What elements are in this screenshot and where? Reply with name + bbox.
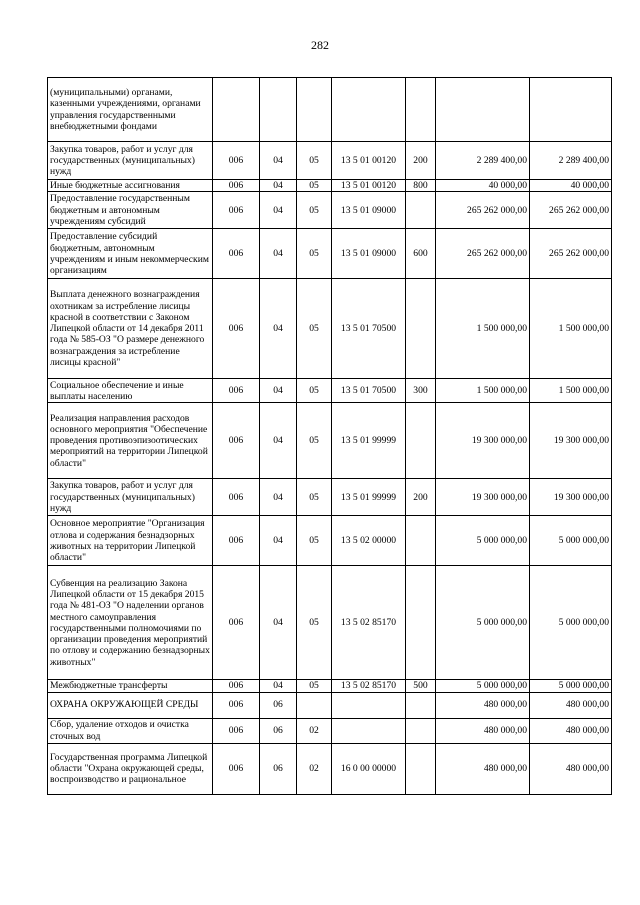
cell-sum1: 19 300 000,00 [436,403,530,479]
cell-name: Сбор, удаление отходов и очистка сточных вод [48,718,213,743]
cell-ved: 006 [213,142,260,180]
cell-rz: 04 [260,229,297,279]
table-body [48,78,612,795]
cell-rz: 04 [260,180,297,192]
cell-rz: 04 [260,279,297,379]
cell-csr [332,718,406,743]
cell-sum1 [436,78,530,142]
cell-csr: 13 5 01 99999 [332,403,406,479]
cell-pr: 05 [297,279,332,379]
cell-sum2: 2 289 400,00 [530,142,612,180]
cell-pr: 05 [297,192,332,229]
cell-ved: 006 [213,516,260,566]
cell-ved: 006 [213,718,260,743]
cell-sum1: 480 000,00 [436,718,530,743]
cell-name: Субвенция на реализацию Закона Липецкой области от 15 декабря 2015 года № 481-ОЗ "О наделении органов местного самоуправления государственными полномочиями по организации проведения мероприятий по отлову и содержанию безнадзорных животных" [48,566,213,680]
cell-pr: 05 [297,479,332,516]
cell-sum1: 265 262 000,00 [436,192,530,229]
cell-rz: 04 [260,516,297,566]
cell-pr [297,78,332,142]
cell-ved: 006 [213,379,260,403]
cell-vr [406,743,436,794]
cell-sum2: 19 300 000,00 [530,403,612,479]
cell-csr [332,692,406,718]
cell-sum1: 19 300 000,00 [436,479,530,516]
cell-csr: 13 5 01 99999 [332,479,406,516]
cell-ved: 006 [213,192,260,229]
cell-rz: 04 [260,680,297,692]
cell-csr: 13 5 01 09000 [332,229,406,279]
cell-sum1: 265 262 000,00 [436,229,530,279]
cell-csr: 13 5 01 00120 [332,142,406,180]
cell-pr: 05 [297,566,332,680]
cell-vr [406,78,436,142]
cell-vr: 200 [406,142,436,180]
cell-csr: 13 5 02 00000 [332,516,406,566]
cell-pr: 05 [297,142,332,180]
cell-ved: 006 [213,403,260,479]
cell-csr: 13 5 01 70500 [332,379,406,403]
cell-sum1: 40 000,00 [436,180,530,192]
table-row [48,743,612,794]
cell-ved: 006 [213,680,260,692]
cell-csr: 13 5 02 85170 [332,566,406,680]
cell-name: Реализация направления расходов основного мероприятия "Обеспечение проведения противоэпизоотических мероприятий на территории Липецкой области" [48,403,213,479]
cell-csr: 13 5 01 70500 [332,279,406,379]
cell-ved: 006 [213,692,260,718]
table-row [48,566,612,680]
cell-pr: 02 [297,718,332,743]
cell-rz: 06 [260,692,297,718]
cell-sum1: 480 000,00 [436,743,530,794]
cell-sum2: 5 000 000,00 [530,516,612,566]
cell-rz: 04 [260,379,297,403]
cell-pr: 05 [297,516,332,566]
cell-sum2: 480 000,00 [530,692,612,718]
cell-name: (муниципальными) органами, казенными учреждениями, органами управления государственными внебюджетными фондами [48,78,213,142]
table-row [48,403,612,479]
cell-csr [332,78,406,142]
cell-sum2: 5 000 000,00 [530,680,612,692]
cell-sum2: 19 300 000,00 [530,479,612,516]
table-row [48,516,612,566]
cell-vr [406,516,436,566]
cell-name: Предоставление государственным бюджетным и автономным учреждениям субсидий [48,192,213,229]
cell-pr [297,692,332,718]
cell-vr [406,566,436,680]
table-row [48,180,612,192]
cell-sum2: 40 000,00 [530,180,612,192]
cell-name: Межбюджетные трансферты [48,680,213,692]
cell-vr [406,279,436,379]
cell-pr: 05 [297,680,332,692]
table-row [48,692,612,718]
cell-ved [213,78,260,142]
cell-sum1: 1 500 000,00 [436,279,530,379]
cell-rz: 04 [260,479,297,516]
table-row [48,379,612,403]
cell-sum2: 1 500 000,00 [530,279,612,379]
cell-pr: 02 [297,743,332,794]
cell-rz: 04 [260,403,297,479]
budget-table [47,77,612,795]
cell-vr [406,718,436,743]
table-row [48,479,612,516]
cell-rz: 04 [260,192,297,229]
cell-rz: 04 [260,566,297,680]
cell-sum1: 5 000 000,00 [436,566,530,680]
cell-pr: 05 [297,180,332,192]
cell-pr: 05 [297,229,332,279]
cell-ved: 006 [213,180,260,192]
table-row [48,78,612,142]
cell-ved: 006 [213,279,260,379]
cell-sum1: 5 000 000,00 [436,680,530,692]
table-row [48,718,612,743]
cell-sum2: 265 262 000,00 [530,192,612,229]
cell-name: Выплата денежного вознаграждения охотникам за истребление лисицы красной в соответствии с Законом Липецкой области от 14 декабря 2011 года № 585-ОЗ "О размере денежного вознаграждения за истребление лисицы красной" [48,279,213,379]
cell-name: Закупка товаров, работ и услуг для государственных (муниципальных) нужд [48,142,213,180]
cell-pr: 05 [297,403,332,479]
cell-csr: 16 0 00 00000 [332,743,406,794]
cell-rz: 04 [260,142,297,180]
cell-name: Закупка товаров, работ и услуг для государственных (муниципальных) нужд [48,479,213,516]
cell-rz [260,78,297,142]
cell-sum1: 480 000,00 [436,692,530,718]
cell-ved: 006 [213,479,260,516]
cell-sum2: 5 000 000,00 [530,566,612,680]
table-row [48,279,612,379]
cell-pr: 05 [297,379,332,403]
cell-sum2: 480 000,00 [530,743,612,794]
cell-vr [406,192,436,229]
cell-name: Государственная программа Липецкой области "Охрана окружающей среды, воспроизводство и рациональное [48,743,213,794]
cell-name: Иные бюджетные ассигнования [48,180,213,192]
cell-sum2: 1 500 000,00 [530,379,612,403]
cell-csr: 13 5 01 00120 [332,180,406,192]
cell-sum1: 5 000 000,00 [436,516,530,566]
cell-ved: 006 [213,229,260,279]
cell-vr: 500 [406,680,436,692]
cell-ved: 006 [213,743,260,794]
table-row [48,142,612,180]
cell-ved: 006 [213,566,260,680]
cell-rz: 06 [260,743,297,794]
cell-name: ОХРАНА ОКРУЖАЮЩЕЙ СРЕДЫ [48,692,213,718]
cell-vr: 800 [406,180,436,192]
cell-vr: 600 [406,229,436,279]
table-row [48,680,612,692]
cell-vr [406,403,436,479]
cell-sum1: 2 289 400,00 [436,142,530,180]
cell-csr: 13 5 01 09000 [332,192,406,229]
page-number: 282 [311,38,329,52]
table-row [48,192,612,229]
table-row [48,229,612,279]
cell-vr: 200 [406,479,436,516]
cell-sum1: 1 500 000,00 [436,379,530,403]
cell-vr: 300 [406,379,436,403]
cell-rz: 06 [260,718,297,743]
cell-sum2: 480 000,00 [530,718,612,743]
cell-name: Основное мероприятие "Организация отлова и содержания безнадзорных животных на территории Липецкой области" [48,516,213,566]
cell-csr: 13 5 02 85170 [332,680,406,692]
cell-sum2: 265 262 000,00 [530,229,612,279]
cell-sum2 [530,78,612,142]
cell-name: Предоставление субсидий бюджетным, автономным учреждениям и иным некоммерческим организациям [48,229,213,279]
cell-name: Социальное обеспечение и иные выплаты населению [48,379,213,403]
cell-vr [406,692,436,718]
